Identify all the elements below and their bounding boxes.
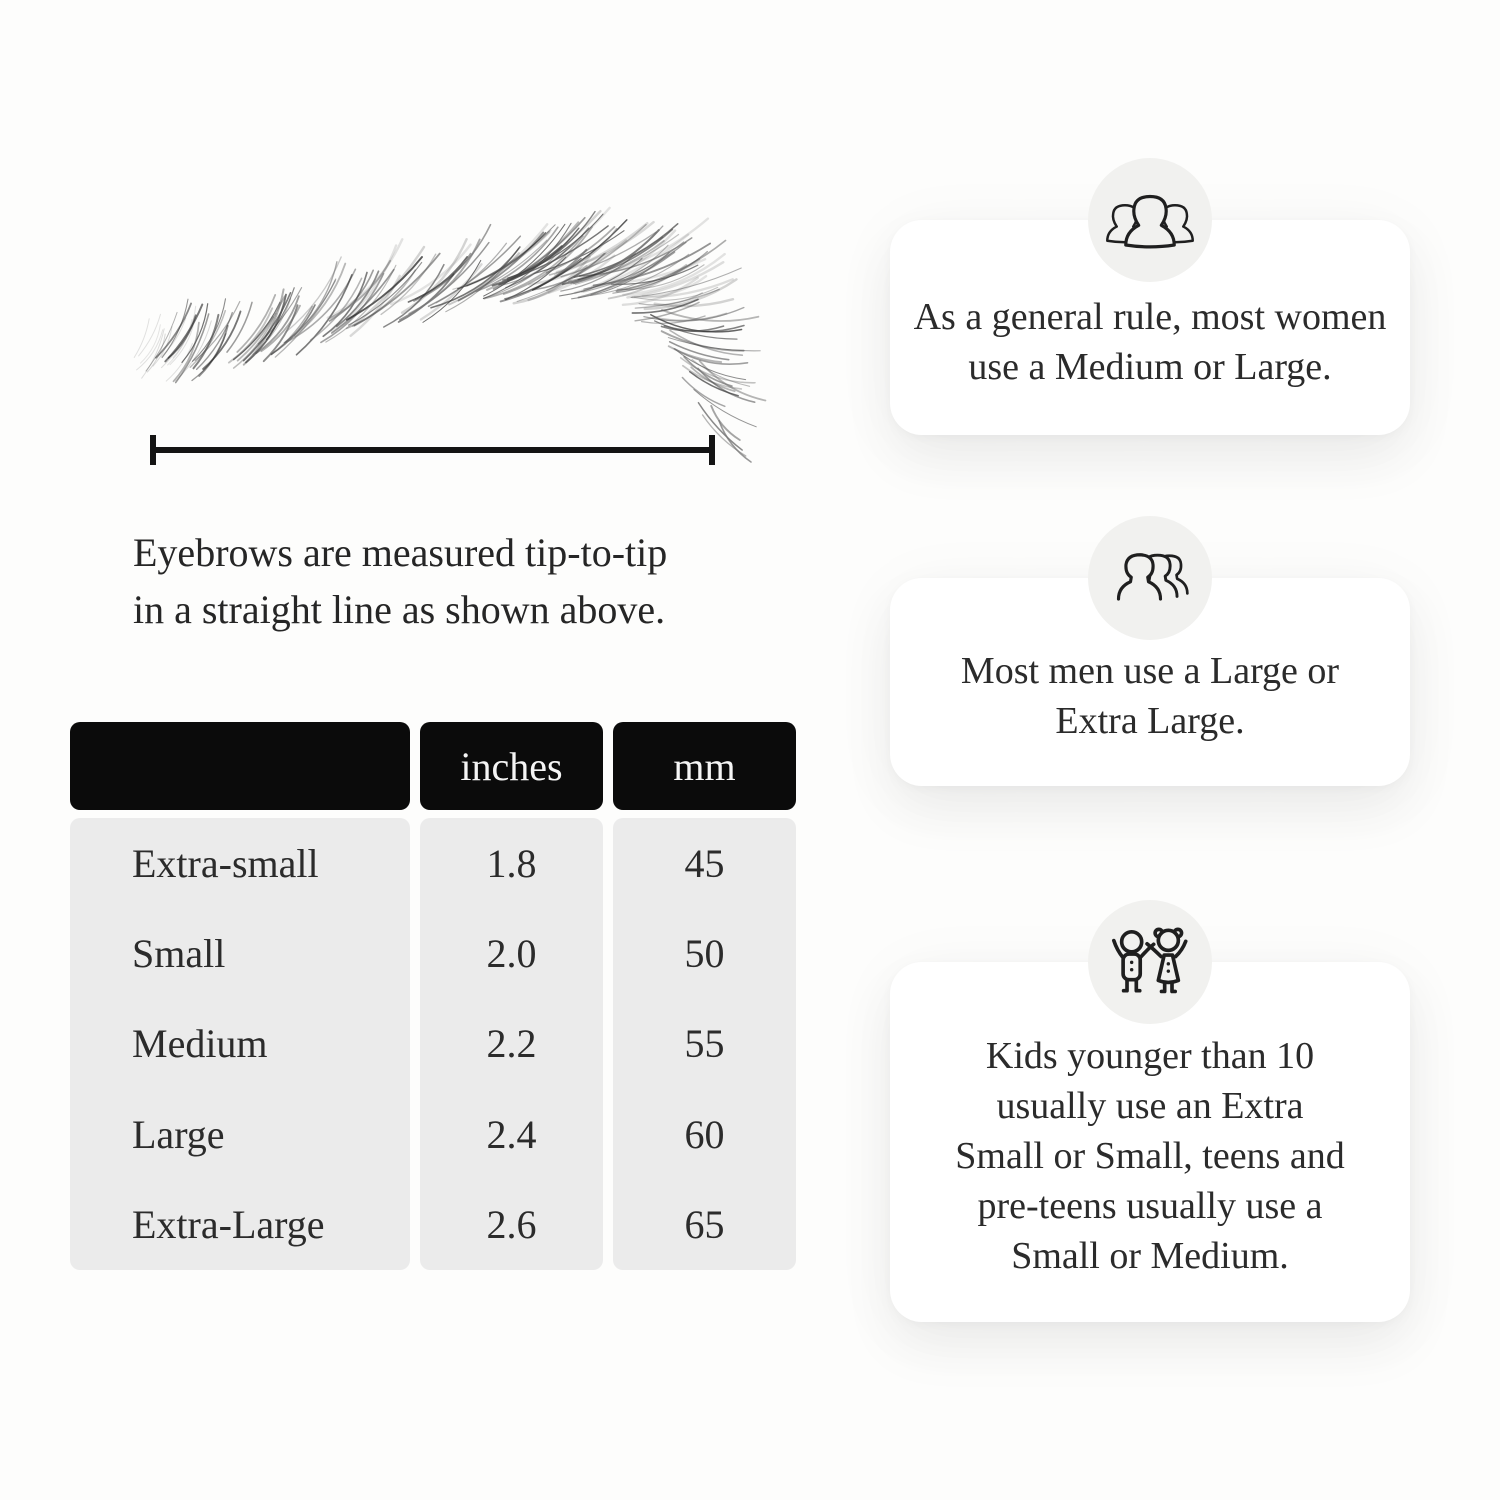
card-kids bbox=[890, 962, 1410, 1322]
size-label-extra-large: Extra-Large bbox=[132, 1202, 325, 1248]
card-text-line: usually use an Extra bbox=[996, 1085, 1304, 1127]
table-header-mm: mm bbox=[613, 722, 796, 810]
men-group-icon bbox=[1099, 546, 1201, 610]
size-label-small: Small bbox=[132, 931, 226, 977]
card-text-line: Kids younger than 10 bbox=[985, 1035, 1315, 1077]
size-label-extra-small: Extra-small bbox=[132, 840, 319, 886]
measurement-caption bbox=[133, 524, 793, 638]
mm-value: 55 bbox=[684, 1021, 725, 1067]
measurement-bar bbox=[150, 447, 715, 453]
card-text-line: Small or Medium. bbox=[1011, 1235, 1289, 1277]
mm-value: 45 bbox=[684, 840, 725, 886]
card-women-badge bbox=[1088, 158, 1212, 282]
card-men-badge bbox=[1088, 516, 1212, 640]
card-kids-text bbox=[935, 997, 1364, 1287]
table-header-blank bbox=[70, 722, 410, 810]
card-women bbox=[890, 220, 1410, 435]
card-text-line: Extra Large. bbox=[1055, 700, 1245, 742]
mm-value: 50 bbox=[684, 931, 725, 977]
kids-icon bbox=[1106, 921, 1194, 1003]
inches-value: 1.8 bbox=[486, 840, 537, 886]
table-body-inches bbox=[420, 818, 603, 1270]
size-label-medium: Medium bbox=[132, 1021, 268, 1067]
size-table-column-mm bbox=[613, 722, 796, 1270]
caption-line: in a straight line as shown above. bbox=[133, 587, 666, 632]
mm-value: 65 bbox=[684, 1202, 725, 1248]
inches-value: 2.4 bbox=[486, 1111, 537, 1157]
size-table bbox=[70, 722, 796, 1270]
caption-line: Eyebrows are measured tip-to-tip bbox=[133, 530, 668, 575]
table-body-names bbox=[70, 818, 410, 1270]
size-table-column-names bbox=[70, 722, 410, 1270]
card-text-line: pre-teens usually use a bbox=[977, 1185, 1323, 1227]
inches-value: 2.0 bbox=[486, 931, 537, 977]
card-men bbox=[890, 578, 1410, 786]
inches-value: 2.6 bbox=[486, 1202, 537, 1248]
card-text-line: As a general rule, most women bbox=[913, 295, 1387, 338]
card-text-line: Small or Small, teens and bbox=[955, 1135, 1345, 1177]
measurement-line bbox=[150, 435, 715, 465]
card-text-line: Most men use a Large or bbox=[960, 650, 1340, 692]
table-header-inches: inches bbox=[420, 722, 603, 810]
card-text-line: use a Medium or Large. bbox=[968, 345, 1332, 388]
table-body-mm bbox=[613, 818, 796, 1270]
size-table-column-inches bbox=[420, 722, 603, 1270]
mm-value: 60 bbox=[684, 1111, 725, 1157]
card-kids-badge bbox=[1088, 900, 1212, 1024]
inches-value: 2.2 bbox=[486, 1021, 537, 1067]
measurement-tick-right bbox=[709, 435, 715, 465]
women-group-icon bbox=[1100, 187, 1200, 253]
size-label-large: Large bbox=[132, 1111, 225, 1157]
